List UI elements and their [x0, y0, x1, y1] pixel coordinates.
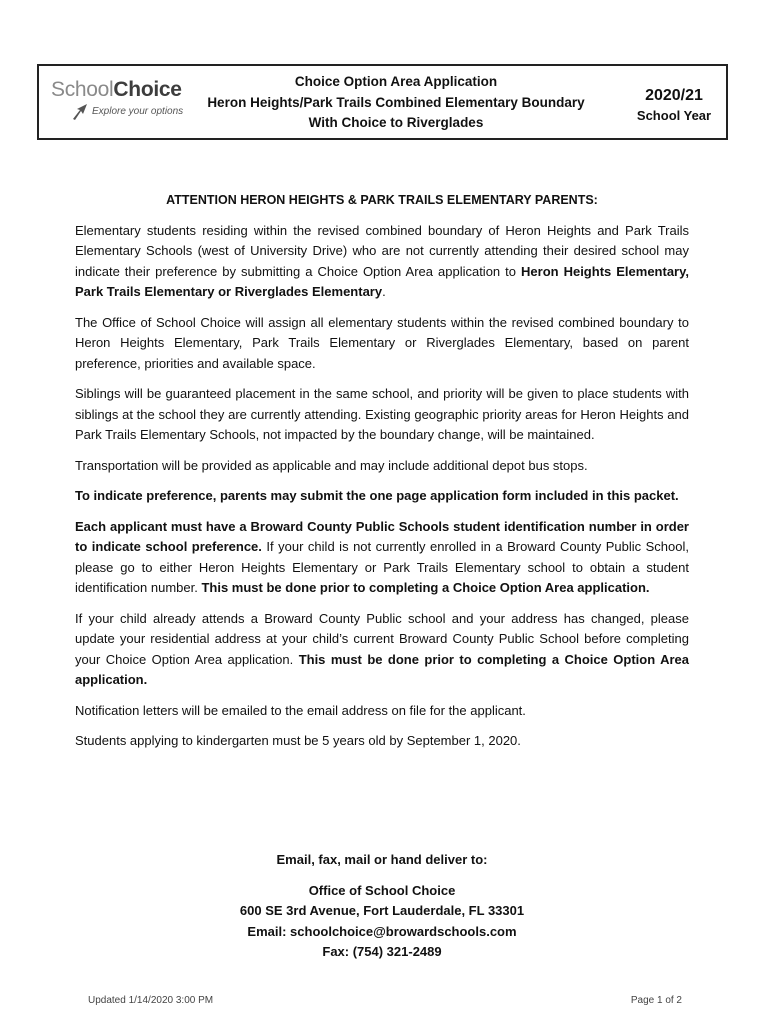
paragraph-eligibility — [75, 221, 689, 303]
p5-bold: To indicate preference, parents may submit the one page application form included in this packet. — [75, 488, 679, 503]
school-choice-logo — [51, 79, 191, 129]
page-title — [189, 72, 603, 134]
paragraph-transportation: Transportation will be provided as applicable and may include additional depot bus stops. — [75, 457, 588, 473]
logo-word-choice: Choice — [113, 78, 182, 101]
p1-schools: Heron Heights Elementary, Park Trails Elementary or Riverglades Elementary — [75, 263, 689, 299]
paragraph-student-id — [75, 517, 689, 599]
p6-bold-2: This must be done prior to completing a Choice Option Area application. — [201, 580, 650, 595]
contact-fax: Fax: (754) 321-2489 — [322, 944, 442, 959]
p7-bold: This must be done prior to completing a Choice Option Area application. — [75, 651, 689, 687]
header-box — [37, 64, 728, 140]
footer-updated: Updated 1/14/2020 3:00 PM — [88, 995, 214, 1006]
contact-address: 600 SE 3rd Avenue, Fort Lauderdale, FL 33301 — [239, 903, 525, 918]
logo-word-school: School — [51, 78, 114, 101]
document-body — [75, 190, 689, 762]
cursor-arrow-icon — [71, 101, 91, 121]
paragraph-address-change — [75, 609, 689, 691]
contact-office: Office of School Choice — [308, 882, 456, 898]
paragraph-assignment: The Office of School Choice will assign all elementary students within the revised combined boundary to Heron Heights Elementary, Park Trails Elementary or Riverglades Elementary, based on parent preference, priorities and available space. — [75, 314, 689, 371]
p6-bold: Each applicant must have a Broward County Public Schools student identification number in order to indicate school preference. — [75, 518, 689, 554]
attention-heading: ATTENTION HERON HEIGHTS & PARK TRAILS ELEMENTARY PARENTS: — [166, 193, 598, 207]
paragraph-kindergarten: Students applying to kindergarten must be 5 years old by September 1, 2020. — [75, 733, 521, 748]
p6-text: If your child is not currently enrolled in a Broward County Public School, please go to either Heron Heights Elementary or Park Trails Elementary school to obtain a student identification number. — [75, 539, 690, 595]
logo-tagline: Explore your options — [92, 105, 184, 117]
title-line-2: Heron Heights/Park Trails Combined Elementary Boundary — [207, 94, 585, 110]
contact-heading: Email, fax, mail or hand deliver to: — [276, 852, 488, 867]
paragraph-notification: Notification letters will be emailed to the email address on file for the applicant. — [75, 702, 526, 718]
contact-block — [75, 850, 689, 963]
school-year-value: 2020/21 — [645, 87, 703, 104]
school-year-block — [624, 86, 724, 126]
paragraph-indicate-preference — [75, 486, 689, 507]
contact-email: Email: schoolchoice@browardschools.com — [247, 923, 517, 939]
p1-text: Elementary students residing within the revised combined boundary of Heron Heights and Park Trails Elementary Schools (west of University Drive) who are not currently attending their desired school may indicate their preference by submitting a Choice Option Area application to — [75, 222, 689, 279]
logo-tag-row — [71, 101, 191, 121]
title-line-1: Choice Option Area Application — [294, 74, 498, 89]
p7-text: If your child already attends a Broward County Public school and your address has changed, please update your residential address at your child’s current Broward County Public School before completing your Choice Option Area application. — [75, 610, 689, 667]
title-line-3: With Choice to Riverglades — [308, 115, 484, 130]
paragraph-siblings: Siblings will be guaranteed placement in the same school, and priority will be given to place students with siblings at the school they are currently attending. Existing geographic priority areas for Heron Heights and Park Trails Elementary Schools, not impacted by the boundary change, will be maintained. — [75, 386, 689, 442]
footer-page-number: Page 1 of 2 — [630, 995, 682, 1006]
p1-end: . — [382, 284, 386, 299]
logo-wordmark — [51, 79, 191, 101]
school-year-label: School Year — [636, 108, 712, 123]
